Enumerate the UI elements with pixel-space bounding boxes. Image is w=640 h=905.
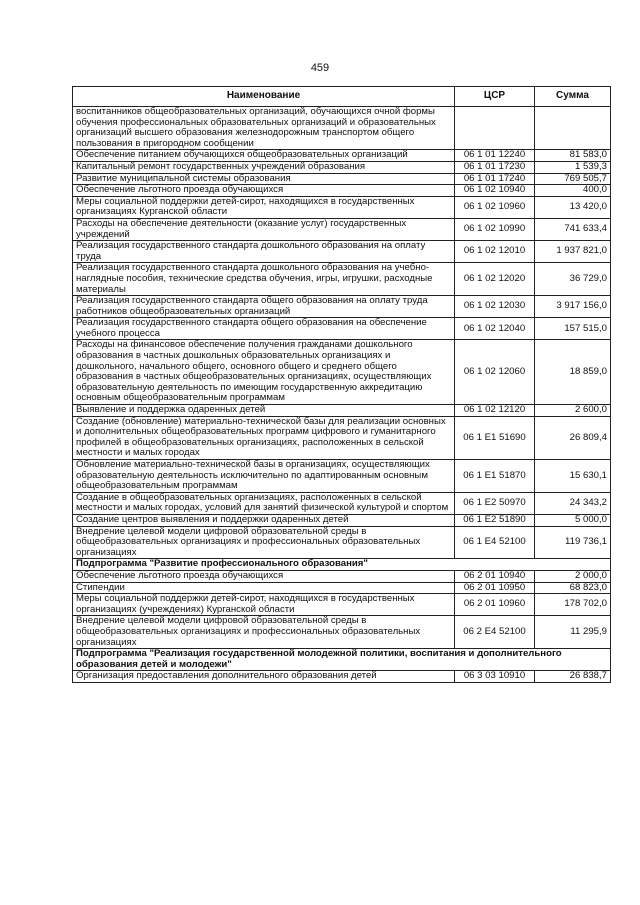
row-csr: 06 2 01 10960 <box>455 594 535 616</box>
table-row <box>73 340 611 405</box>
page-number: 459 <box>310 62 330 74</box>
table-row <box>73 185 611 197</box>
row-csr: 06 2 E4 52100 <box>455 616 535 649</box>
table-row <box>73 173 611 185</box>
row-name: Обеспечение льготного проезда обучающихся <box>73 185 455 197</box>
row-csr: 06 1 02 12040 <box>455 318 535 340</box>
table-row <box>73 514 611 526</box>
table-row <box>73 616 611 649</box>
row-sum: 81 583,0 <box>535 150 611 162</box>
row-sum: 2 000,0 <box>535 570 611 582</box>
header-csr: ЦСР <box>455 87 535 107</box>
row-name: Развитие муниципальной системы образования <box>73 173 455 185</box>
row-sum: 68 823,0 <box>535 582 611 594</box>
row-sum: 26 838,7 <box>535 671 611 683</box>
row-name: Выявление и поддержка одаренных детей <box>73 405 455 417</box>
row-sum: 741 633,4 <box>535 218 611 240</box>
table-row <box>73 318 611 340</box>
row-csr: 06 3 03 10910 <box>455 671 535 683</box>
row-sum: 3 917 156,0 <box>535 296 611 318</box>
row-csr: 06 1 02 10960 <box>455 196 535 218</box>
table-row <box>73 570 611 582</box>
subprogram-row <box>73 559 611 571</box>
table-row <box>73 107 611 150</box>
row-name: Меры социальной поддержки детей-сирот, находящихся в государственных организациях Курганской области <box>73 196 455 218</box>
row-sum: 36 729,0 <box>535 263 611 296</box>
row-name: Реализация государственного стандарта общего образования на обеспечение учебного процесса <box>73 318 455 340</box>
row-name: Создание (обновление) материально-технической базы для реализации основных и дополнительных общеобразовательных программ цифрового и гуманитарного профилей в общеобразовательных организациях, расположенных в сельской местности и малых городах <box>73 416 455 459</box>
row-name: Реализация государственного стандарта дошкольного образования на оплату труда <box>73 241 455 263</box>
row-csr: 06 1 02 12120 <box>455 405 535 417</box>
row-sum: 2 600,0 <box>535 405 611 417</box>
row-name: Создание в общеобразовательных организациях, расположенных в сельской местности и малых городах, условий для занятий физической культурой и спортом <box>73 492 455 514</box>
table-row <box>73 263 611 296</box>
row-name: Создание центров выявления и поддержки одаренных детей <box>73 514 455 526</box>
row-name: Меры социальной поддержки детей-сирот, находящихся в государственных организациях (учреждениях) Курганской области <box>73 594 455 616</box>
row-csr: 06 1 E2 51890 <box>455 514 535 526</box>
table-row <box>73 241 611 263</box>
row-csr: 06 1 02 10940 <box>455 185 535 197</box>
header-name: Наименование <box>73 87 455 107</box>
row-sum: 119 736,1 <box>535 526 611 559</box>
header-row <box>73 87 611 107</box>
header-sum: Сумма <box>535 87 611 107</box>
row-sum: 1 937 821,0 <box>535 241 611 263</box>
budget-table <box>72 86 611 683</box>
row-name: Обеспечение питанием обучающихся общеобразовательных организаций <box>73 150 455 162</box>
row-sum <box>535 107 611 150</box>
row-sum: 15 630,1 <box>535 460 611 493</box>
row-csr: 06 1 02 12030 <box>455 296 535 318</box>
row-name: Реализация государственного стандарта общего образования на оплату труда работников общеобразовательных организаций <box>73 296 455 318</box>
row-name: Организация предоставления дополнительного образования детей <box>73 671 455 683</box>
row-csr: 06 1 E2 50970 <box>455 492 535 514</box>
row-sum: 1 539,3 <box>535 161 611 173</box>
row-name: Расходы на финансовое обеспечение получения гражданами дошкольного образования в частных дошкольных образовательных организациях и дошкольного, начального общего, основного общего и среднего общего образования в частных общеобразовательных организациях, осуществляющих образовательную деятельность по имеющим государственную аккредитацию основным общеобразовательным программам <box>73 340 455 405</box>
table-row <box>73 218 611 240</box>
row-csr: 06 1 01 12240 <box>455 150 535 162</box>
table-row <box>73 296 611 318</box>
table-row <box>73 671 611 683</box>
row-csr: 06 1 E4 52100 <box>455 526 535 559</box>
row-csr: 06 1 E1 51870 <box>455 460 535 493</box>
table-row <box>73 582 611 594</box>
row-name: Капитальный ремонт государственных учреждений образования <box>73 161 455 173</box>
row-sum: 18 859,0 <box>535 340 611 405</box>
table-row <box>73 492 611 514</box>
row-sum: 178 702,0 <box>535 594 611 616</box>
row-sum: 157 515,0 <box>535 318 611 340</box>
table-row <box>73 416 611 459</box>
row-csr: 06 1 01 17240 <box>455 173 535 185</box>
row-csr <box>455 107 535 150</box>
row-sum: 26 809,4 <box>535 416 611 459</box>
table-row <box>73 460 611 493</box>
table-row <box>73 526 611 559</box>
row-name: Обновление материально-технической базы в организациях, осуществляющих образовательную деятельность исключительно по адаптированным основным общеобразовательным программам <box>73 460 455 493</box>
subprogram-title: Подпрограмма "Развитие профессионального образования" <box>73 559 611 571</box>
row-csr: 06 2 01 10950 <box>455 582 535 594</box>
row-name: Расходы на обеспечение деятельности (оказание услуг) государственных учреждений <box>73 218 455 240</box>
row-csr: 06 1 02 10990 <box>455 218 535 240</box>
row-name: Стипендии <box>73 582 455 594</box>
table-row <box>73 150 611 162</box>
row-sum: 400,0 <box>535 185 611 197</box>
subprogram-row <box>73 649 611 671</box>
row-csr: 06 2 01 10940 <box>455 570 535 582</box>
row-sum: 5 000,0 <box>535 514 611 526</box>
row-sum: 769 505,7 <box>535 173 611 185</box>
row-name: Внедрение целевой модели цифровой образовательной среды в общеобразовательных организациях и профессиональных образовательных организациях <box>73 616 455 649</box>
row-csr: 06 1 01 17230 <box>455 161 535 173</box>
row-csr: 06 1 02 12020 <box>455 263 535 296</box>
row-name: Реализация государственного стандарта дошкольного образования на учебно-наглядные пособия, технические средства обучения, игры, игрушки, расходные материалы <box>73 263 455 296</box>
table-body <box>73 107 611 683</box>
row-sum: 11 295,9 <box>535 616 611 649</box>
table-row <box>73 161 611 173</box>
row-csr: 06 1 02 12060 <box>455 340 535 405</box>
table-row <box>73 594 611 616</box>
table-row <box>73 196 611 218</box>
row-csr: 06 1 02 12010 <box>455 241 535 263</box>
row-name: Обеспечение льготного проезда обучающихся <box>73 570 455 582</box>
row-name: воспитанников общеобразовательных организаций, обучающихся очной формы обучения профессиональных образовательных организаций и образовательных организаций высшего образования железнодорожным транспортом общего пользования в пригородном сообщении <box>73 107 455 150</box>
table-row <box>73 405 611 417</box>
subprogram-title: Подпрограмма "Реализация государственной молодежной политики, воспитания и дополнительного образования детей и молодежи" <box>73 649 611 671</box>
row-sum: 13 420,0 <box>535 196 611 218</box>
row-csr: 06 1 E1 51690 <box>455 416 535 459</box>
row-name: Внедрение целевой модели цифровой образовательной среды в общеобразовательных организациях и профессиональных образовательных организациях <box>73 526 455 559</box>
row-sum: 24 343,2 <box>535 492 611 514</box>
